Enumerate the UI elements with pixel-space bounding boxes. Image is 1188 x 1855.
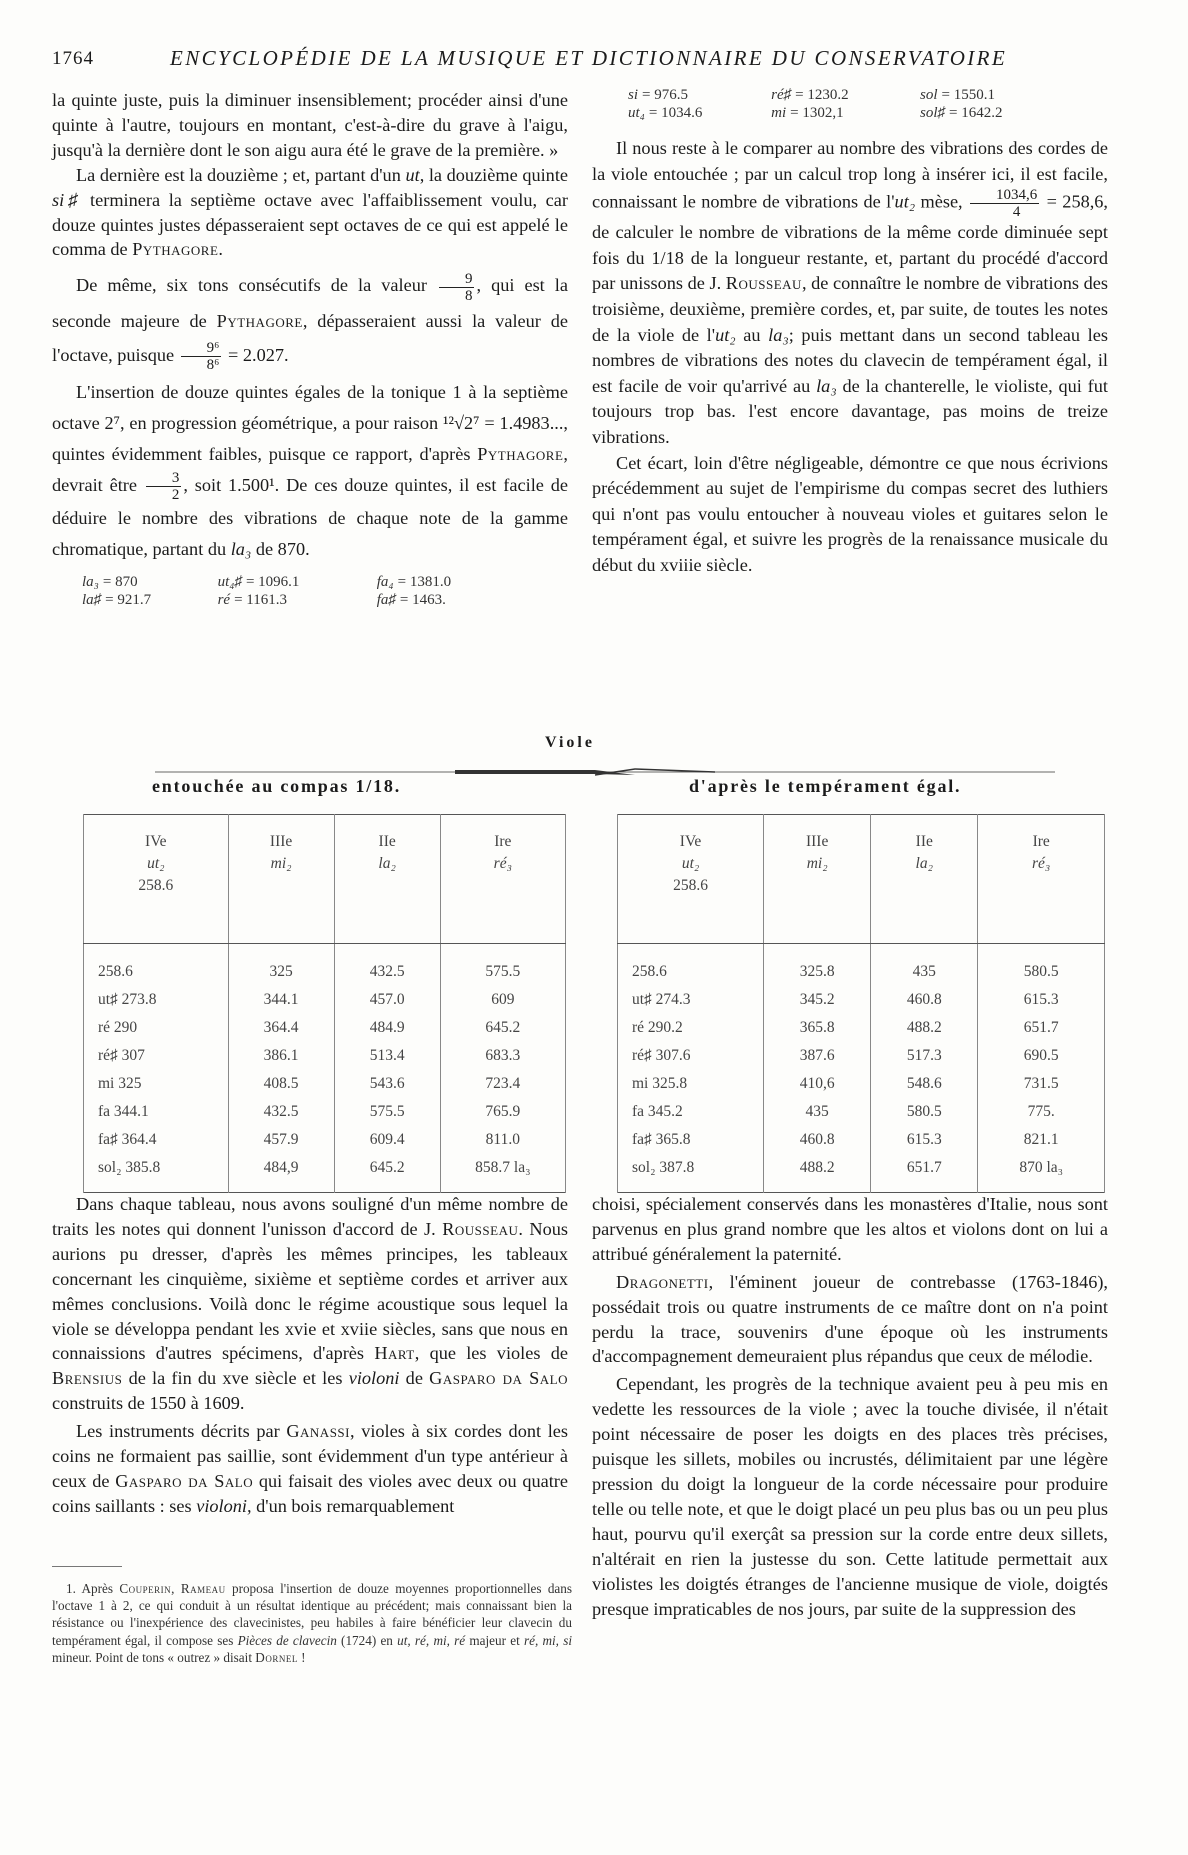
table-cell: 432.5: [228, 1098, 334, 1126]
table-cell: 870 la₃: [978, 1154, 1105, 1182]
table-cell: 386.1: [228, 1042, 334, 1070]
table-cell: ré 290.2: [618, 1014, 764, 1042]
table-row: [84, 1070, 566, 1098]
footnote-rule: [52, 1566, 122, 1567]
paragraph: Cet écart, loin d'être négligeable, démontre ce que nous écrivions précédemment au sujet de l'empirisme du compas secret des luthiers qui n'ont pas voulu entoucher à nouveau violes et guitares selon le tempérament égal, et suivre les progrès de la renaissance musicale du début du xviiie siècle.: [592, 452, 1108, 575]
table-cell: fa♯ 364.4: [84, 1126, 229, 1154]
table-cell: 513.4: [334, 1042, 440, 1070]
table-row: [84, 1098, 566, 1126]
fraction: $\frac{9}{8}$: [439, 271, 475, 304]
table-cell: sol₂ 387.8: [618, 1154, 764, 1182]
table-row: [84, 1042, 566, 1070]
left-column-bottom: [52, 1192, 568, 1519]
table-row: [618, 1098, 1105, 1126]
table-cell: 580.5: [978, 944, 1105, 987]
fraction: $\frac{3}{2}$: [146, 470, 182, 503]
table-row: [618, 1070, 1105, 1098]
table-row: [84, 1154, 566, 1182]
figure-title: Viole: [545, 734, 595, 751]
column-header: Ire ré₃: [440, 815, 565, 944]
table-header-row: [84, 815, 566, 944]
table-padding-row: [618, 1182, 1105, 1193]
column-header: IVe ut₂ 258.6: [84, 815, 229, 944]
table-cell: 548.6: [871, 1070, 978, 1098]
table-cell: 408.5: [228, 1070, 334, 1098]
page-header: [52, 44, 1142, 76]
table-row: [618, 1042, 1105, 1070]
table-row: [84, 1126, 566, 1154]
table-cell: 325: [228, 944, 334, 987]
paragraph: Dragonetti, l'éminent joueur de contrebasse (1763-1846), possédait trois ou quatre instruments de ce maître dont on n'a point perdu la trace, souvenirs d'une époque où les instruments d'accompagnement demeuraient plus répandus que ceux de mélodie.: [592, 1271, 1108, 1367]
left-table-subtitle: entouchée au compas 1/18.: [152, 776, 401, 796]
table-cell: 775.: [978, 1098, 1105, 1126]
table-cell: 645.2: [334, 1154, 440, 1182]
paragraph: la quinte juste, puis la diminuer insensiblement; procéder ainsi d'une quinte à l'autre, toujours en montant, c'est-à-dire du grave à l'aigu, jusqu'à la dernière dont le son aigu aura été le grave de la première. »: [52, 90, 568, 160]
table-cell: mi 325: [84, 1070, 229, 1098]
paragraph: L'insertion de douze quintes égales de la tonique 1 à la septième octave 2⁷, en progression géométrique, a pour raison ¹²√2⁷ = 1.4983..., quintes évidemment faibles, puisque ce rapport, d'après Pythagore, devrait être $\frac{3}{2}$ , soit 1.500¹. De ces douze quintes, il est facile de déduire le nombre des vibrations de chaque note de la gamme chromatique, partant du la₃ de 870.: [52, 381, 568, 560]
list-row: si = 976.5 ré♯ = 1230.2 sol = 1550.1: [628, 87, 995, 103]
table-header-row: [618, 815, 1105, 944]
list-row: la₃ = 870 ut₄♯ = 1096.1 fa₄ = 1381.0: [82, 574, 452, 591]
column-header: IIe la₂: [334, 815, 440, 944]
left-column-top: [52, 88, 568, 609]
fraction: $\frac{\text{9⁶}}{\text{8⁶}}$: [181, 340, 222, 373]
table-row: [84, 944, 566, 987]
right-column-bottom: [592, 1192, 1108, 1621]
table-cell: 811.0: [440, 1126, 565, 1154]
table-cell: 765.9: [440, 1098, 565, 1126]
paragraph: Cependant, les progrès de la technique avaient peu à peu mis en vedette les ressources de la viole ; avec la touche divisée, il n'était point nécessaire de poser les doigts en des places très précises, puisque les sillets, mobiles ou incrustés, délimitaient par une légère pression du doigt la longueur de la corde nécessaire pour produire telle ou telle note, et que le doigt placé un peu plus bas ou un peu plus haut, pourvu qu'il exerçât sa pression sur la corde entre deux sillets, n'altérait en rien la justesse du son. Cette latitude permettait aux violistes les doigtés étranges de l'ancienne musique de viole, doigtés presque impraticables de nos jours, par suite de la suppression des: [592, 1374, 1108, 1619]
table-row: [618, 1126, 1105, 1154]
paragraph: Dans chaque tableau, nous avons souligné d'un même nombre de traits les notes qui donnent l'unisson d'accord de J. Rousseau. Nous aurions pu dresser, d'après les mêmes principes, les tableaux concernant les cinquième, sixième et septième cordes et arriver aux mêmes conclusions. Voilà donc le régime acoustique sous lequel la viole se développa pendant les xvie et xviie siècles, sans que nous en connaissions d'autres spécimens, d'après Hart, que les violes de Brensius de la fin du xve siècle et les violoni de Gasparo da Salo construits de 1550 à 1609.: [52, 1194, 568, 1414]
table-cell: ré 290: [84, 1014, 229, 1042]
root-expression: ¹²√2⁷: [443, 412, 480, 433]
table-cell: 690.5: [978, 1042, 1105, 1070]
table-cell: fa 344.1: [84, 1098, 229, 1126]
footnote: 1. Après Couperin, Rameau proposa l'insertion de douze moyennes proportionnelles dans l'octave 1 à 2, ce qui conduit à un résultat identique au précédent; mais connaissant bien la résistance ou l'inexpérience des clavecinistes, peu habiles à faire bénéficier leur clavecin du tempérament égal, il compose ses Pièces de clavecin (1724) en ut, ré, mi, ré majeur et ré, mi, si mineur. Point de tons « outrez » disait Dornel !: [52, 1581, 572, 1665]
table-cell: 543.6: [334, 1070, 440, 1098]
table-cell: 460.8: [871, 986, 978, 1014]
right-table: [617, 814, 1105, 1193]
table-cell: 325.8: [764, 944, 871, 987]
table-cell: 435: [764, 1098, 871, 1126]
table-cell: 517.3: [871, 1042, 978, 1070]
table-cell: 460.8: [764, 1126, 871, 1154]
table-row: [84, 1014, 566, 1042]
column-header: Ire ré₃: [978, 815, 1105, 944]
table-cell: ré♯ 307: [84, 1042, 229, 1070]
table-cell: 615.3: [871, 1126, 978, 1154]
table-row: [84, 986, 566, 1014]
table-row: [618, 986, 1105, 1014]
table-cell: 615.3: [978, 986, 1105, 1014]
table-cell: 258.6: [84, 944, 229, 987]
table-cell: 651.7: [978, 1014, 1105, 1042]
left-table: [83, 814, 566, 1193]
table-row: [618, 944, 1105, 987]
table-cell: 609: [440, 986, 565, 1014]
table-cell: fa♯ 365.8: [618, 1126, 764, 1154]
table-cell: 858.7 la₃: [440, 1154, 565, 1182]
frequency-list-left: [80, 573, 520, 609]
table-row: [618, 1154, 1105, 1182]
table-cell: 258.6: [618, 944, 764, 987]
table-cell: 488.2: [764, 1154, 871, 1182]
right-table-subtitle: d'après le tempérament égal.: [689, 776, 962, 796]
table-cell: 457.9: [228, 1126, 334, 1154]
paragraph: choisi, spécialement conservés dans les monastères d'Italie, nous sont parvenus en plus grand nombre que les altos et violons dont on lui a attribué généralement la paternité.: [592, 1194, 1108, 1264]
table-cell: sol₂ 385.8: [84, 1154, 229, 1182]
table-cell: 432.5: [334, 944, 440, 987]
table-padding-row: [84, 1182, 566, 1193]
list-row: la♯ = 921.7 ré = 1161.3 fa♯ = 1463.: [82, 592, 446, 609]
right-column-top: [592, 86, 1108, 579]
list-row: ut₄ = 1034.6 mi = 1302,1 sol♯ = 1642.2: [628, 105, 1003, 121]
column-header: IIIe mi₂: [228, 815, 334, 944]
table-cell: 345.2: [764, 986, 871, 1014]
table-cell: 645.2: [440, 1014, 565, 1042]
paragraph: Les instruments décrits par Ganassi, violes à six cordes dont les coins ne formaient pas saillie, sont évidemment d'un type antérieur à ceux de Gasparo da Salo qui faisait des violes avec deux ou quatre coins saillants : ses violoni, d'un bois remarquablement: [52, 1421, 568, 1516]
column-header: IIIe mi₂: [764, 815, 871, 944]
table-cell: 387.6: [764, 1042, 871, 1070]
table-cell: 575.5: [334, 1098, 440, 1126]
table-cell: 344.1: [228, 986, 334, 1014]
frequency-list-right: [626, 86, 1076, 122]
table-cell: ut♯ 274.3: [618, 986, 764, 1014]
column-header: IVe ut₂ 258.6: [618, 815, 764, 944]
fraction: $\frac{1034,6}{4}$: [970, 187, 1039, 220]
paragraph: La dernière est la douzième ; et, partant d'un ut, la douzième quinte si♯ terminera la septième octave avec l'affaiblissement voulu, car douze quintes justes dépasseraient sept octaves de ce qui est appelé le comma de Pythagore.: [52, 164, 569, 260]
table-cell: 683.3: [440, 1042, 565, 1070]
table-cell: 580.5: [871, 1098, 978, 1126]
table-cell: ut♯ 273.8: [84, 986, 229, 1014]
table-cell: 821.1: [978, 1126, 1105, 1154]
page-number: 1764: [52, 48, 94, 69]
table-cell: 484.9: [334, 1014, 440, 1042]
table-cell: 410,6: [764, 1070, 871, 1098]
table-row: [618, 1014, 1105, 1042]
table-cell: 731.5: [978, 1070, 1105, 1098]
table-cell: 364.4: [228, 1014, 334, 1042]
paragraph: De même, six tons consécutifs de la valeur $\frac{9}{8}$ , qui est la seconde majeure de Pythagore, dépasseraient aussi la valeur de l'octave, puisque $\frac{\text{9⁶}}{\text{8⁶}}$ = 2.027.: [52, 270, 569, 373]
table-cell: 651.7: [871, 1154, 978, 1182]
table-cell: ré♯ 307.6: [618, 1042, 764, 1070]
left-table-body: [84, 944, 566, 1193]
running-title: ENCYCLOPÉDIE DE LA MUSIQUE ET DICTIONNAIRE DU CONSERVATOIRE: [170, 46, 1008, 70]
table-cell: 435: [871, 944, 978, 987]
table-cell: 723.4: [440, 1070, 565, 1098]
right-table-body: [618, 944, 1105, 1193]
table-cell: fa 345.2: [618, 1098, 764, 1126]
table-cell: 575.5: [440, 944, 565, 987]
column-header: IIe la₂: [871, 815, 978, 944]
table-cell: 365.8: [764, 1014, 871, 1042]
paragraph: Il nous reste à le comparer au nombre des vibrations des cordes de la viole entouchée ; par un calcul trop long à insérer ici, il est facile, connaissant le nombre de vibrations de l'ut₂ mèse, $\frac{1034,6}{4}$ = 258,6, de calculer le nombre de vibrations de la même corde diminuée sept fois du 1/18 de la longueur restante, et, partant du procédé d'accord par unissons de J. Rousseau, de connaître le nombre de vibrations des troisième, deuxième, première cordes, et, par suite, de toutes les notes de la viole de l'ut₂ au la₃; puis mettant dans un second tableau les nombres de vibrations des notes du clavecin de tempérament égal, il est facile de voir qu'arrivé au la₃ de la chanterelle, le violiste, qui fut toujours trop bas. l'est encore davantage, pas moins de treize vibrations.: [592, 138, 1109, 447]
table-cell: 488.2: [871, 1014, 978, 1042]
table-cell: mi 325.8: [618, 1070, 764, 1098]
table-cell: 457.0: [334, 986, 440, 1014]
table-cell: 484,9: [228, 1154, 334, 1182]
table-cell: 609.4: [334, 1126, 440, 1154]
